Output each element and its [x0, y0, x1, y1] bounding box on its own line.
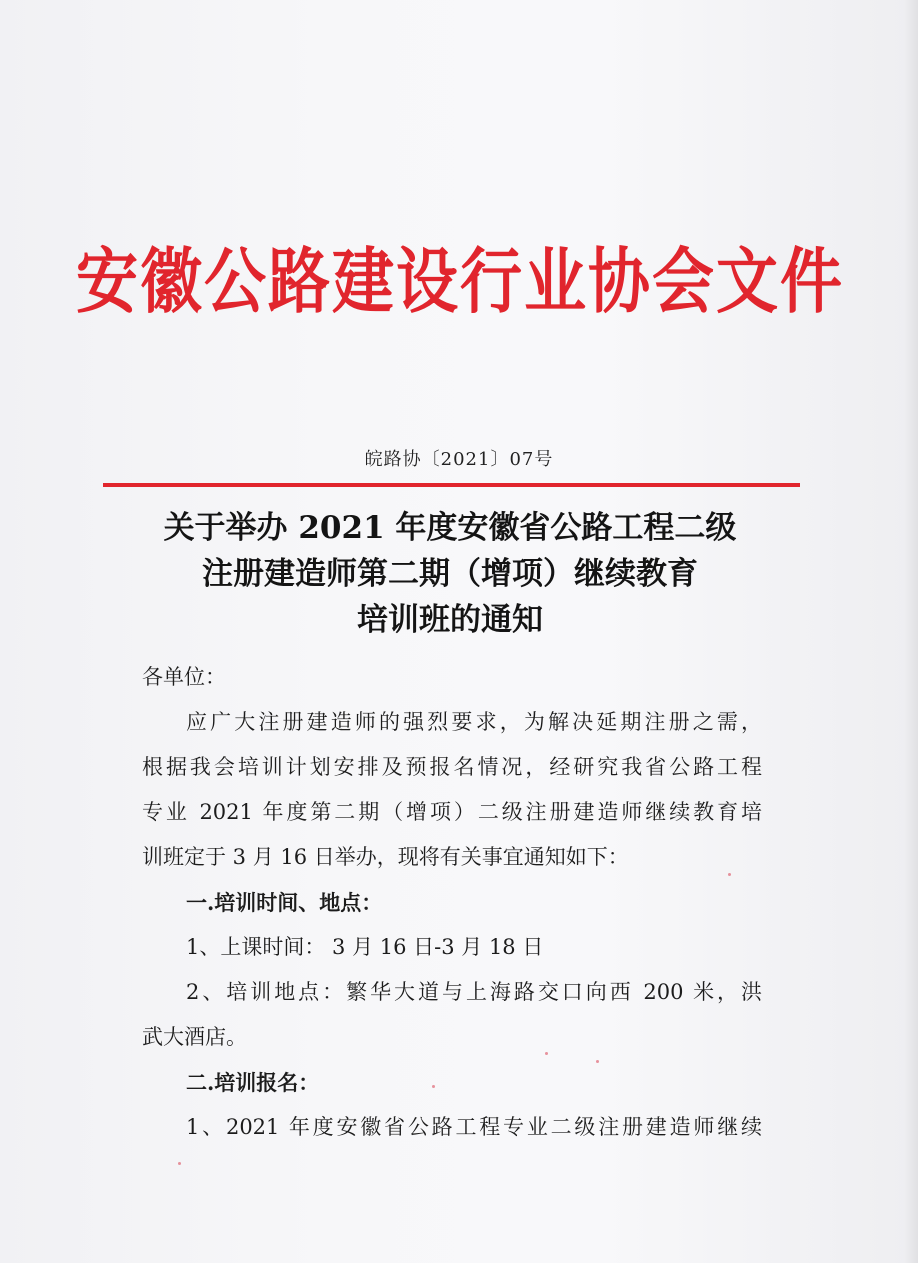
notice-body	[142, 655, 762, 1150]
registration-item: 1、2021 年度安徽省公路工程专业二级注册建造师继续	[186, 1115, 762, 1139]
seal-bleed-mark	[728, 873, 731, 876]
scan-edge-shadow	[904, 0, 918, 1263]
seal-bleed-mark	[545, 1052, 548, 1055]
seal-bleed-mark	[178, 1162, 181, 1165]
salutation: 各单位：	[142, 665, 226, 689]
notice-title-line: 培训班的通知	[357, 602, 543, 638]
document-number: 皖路协〔2021〕07号	[364, 449, 554, 470]
section-heading-time-location: 一.培训时间、地点：	[186, 890, 383, 915]
seal-bleed-mark	[432, 1085, 435, 1088]
location-item-line: 2、培训地点：繁华大道与上海路交口向西 200 米，洪	[186, 980, 762, 1004]
location-item-line: 武大酒店。	[142, 1025, 247, 1049]
red-header-title: 安徽公路建设行业协会文件	[75, 239, 844, 324]
intro-paragraph-line: 根据我会培训计划安排及预报名情况，经研究我省公路工程	[142, 755, 762, 779]
intro-paragraph-line: 专业 2021 年度第二期（增项）二级注册建造师继续教育培	[142, 800, 762, 824]
red-divider-line	[103, 483, 800, 487]
notice-title-line: 关于举办 2021 年度安徽省公路工程二级	[163, 510, 737, 546]
notice-title	[100, 505, 800, 643]
seal-bleed-mark	[596, 1060, 599, 1063]
class-time-item: 1、上课时间： 3 月 16 日-3 月 18 日	[186, 935, 544, 959]
notice-title-line: 注册建造师第二期（增项）继续教育	[202, 556, 698, 592]
intro-paragraph-line: 训班定于 3 月 16 日举办，现将有关事宜通知如下：	[142, 845, 629, 869]
intro-paragraph-line: 应广大注册建造师的强烈要求，为解决延期注册之需，	[186, 710, 762, 734]
section-heading-registration: 二.培训报名：	[186, 1070, 320, 1095]
